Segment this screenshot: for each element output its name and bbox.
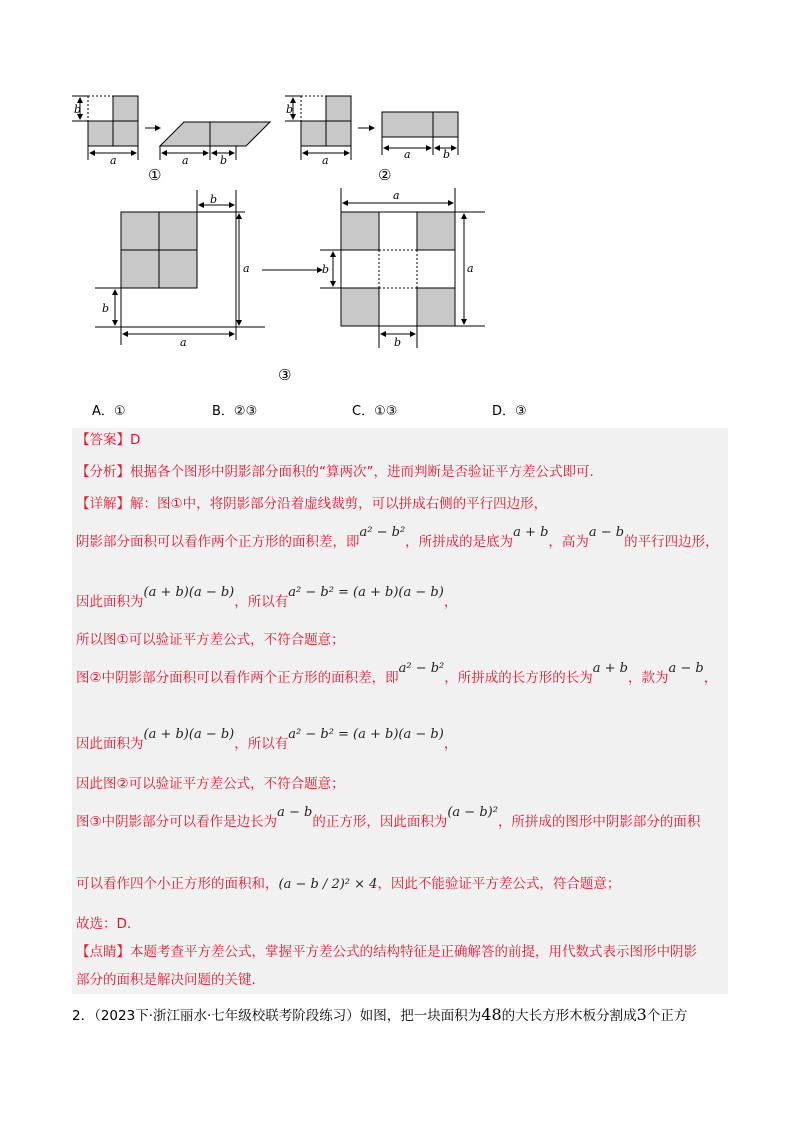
text: 因此面积为	[76, 736, 144, 752]
math-expr: a² − b² = (a + b)(a − b)	[288, 585, 444, 600]
detail-line-1	[76, 494, 547, 514]
option-a[interactable]: A．①	[92, 404, 126, 419]
option-c[interactable]: C．①③	[352, 404, 398, 419]
figure-2-label: ②	[378, 166, 392, 184]
detail-tag: 【详解】	[76, 496, 130, 512]
figure-3-left	[95, 190, 265, 349]
question-text: 的大长方形木板分割成	[501, 1008, 637, 1024]
b-label: b	[443, 148, 451, 161]
math-expr: a − b	[668, 661, 704, 676]
question-2	[72, 1004, 687, 1024]
b-label: b	[286, 103, 294, 116]
comment-line-1	[76, 942, 697, 962]
comment-text: 本题考查平方差公式，掌握平方差公式的结构特征是正确解答的前提，用代数式表示图形中阴影	[130, 944, 697, 960]
text: 可以看作四个小正方形的面积和，	[76, 876, 279, 892]
text: ，因此不能验证平方差公式，符合题意；	[377, 876, 621, 892]
figure-3-label: ③	[278, 366, 292, 384]
analysis-text: 根据各个图形中阴影部分面积的“算两次”，进而判断是否验证平方差公式即可.	[130, 464, 594, 480]
a-label: a	[393, 189, 400, 202]
text: 的正方形，因此面积为	[312, 814, 448, 830]
detail-text-1: 解：图①中，将阴影部分沿着虚线裁剪，可以拼成右侧的平行四边形，	[130, 496, 548, 512]
a-label: a	[243, 262, 250, 275]
math-expr: a² − b²	[398, 661, 445, 676]
text: ，	[703, 670, 718, 686]
a-label: a	[322, 154, 329, 167]
detail-line-7: 因此图②可以验证平方差公式，不符合题意；	[76, 776, 345, 792]
detail-line-8	[76, 805, 701, 833]
detail-line-6	[76, 727, 458, 755]
text: ，所拼成的长方形的长为	[444, 670, 593, 686]
math-expr: (a + b)(a − b)	[143, 585, 235, 600]
analysis-tag: 【分析】	[76, 464, 130, 480]
figure-2-rectangle	[382, 112, 458, 161]
option-b[interactable]: B．②③	[212, 404, 258, 419]
a-label: a	[182, 154, 189, 167]
a-label: a	[180, 336, 187, 349]
b-label: b	[394, 336, 402, 349]
text: 图②中阴影部分面积可以看作两个正方形的面积差，即	[76, 670, 399, 686]
math-expr: a + b	[592, 661, 628, 676]
math-expr: a² − b² = (a + b)(a − b)	[288, 727, 444, 742]
detail-line-3	[76, 585, 458, 613]
text: ，所以有	[234, 736, 289, 752]
number: 48	[481, 1005, 502, 1024]
comment-tag: 【点睛】	[76, 944, 130, 960]
text: ，所拼成的图形中阴影部分的面积	[497, 814, 701, 830]
detail-line-4: 所以图①可以验证平方差公式，不符合题意；	[76, 632, 345, 648]
answer-options	[0, 400, 800, 422]
a-label: a	[467, 262, 474, 275]
question-text: 2．（2023下·浙江丽水·七年级校联考阶段练习）如图，把一块面积为	[72, 1008, 482, 1024]
math-expr: (a − b)²	[447, 805, 498, 820]
text: 因此面积为	[76, 594, 144, 610]
b-label: b	[210, 193, 218, 206]
text: 图③中阴影部分可以看作是边长为	[76, 814, 278, 830]
figure-1-parallelogram	[160, 122, 270, 167]
text: 阴影部分面积可以看作两个正方形的面积差，即	[76, 534, 360, 550]
comment-line-2: 部分的面积是解决问题的关键.	[76, 972, 256, 988]
math-expr: a + b	[513, 525, 549, 540]
text: 的平行四边形，	[624, 534, 719, 550]
text: ，所拼成的是底为	[405, 534, 514, 550]
figure-1-left	[72, 96, 138, 167]
figure-1-label: ①	[148, 166, 162, 184]
detail-line-9	[76, 874, 620, 895]
text: ，款为	[628, 670, 669, 686]
figure-3-right	[320, 188, 485, 349]
question-text: 个正方	[646, 1008, 688, 1024]
text: ，	[443, 594, 458, 610]
math-expr: a − b	[588, 525, 625, 540]
option-d[interactable]: D．③	[492, 404, 527, 419]
text: ，	[443, 736, 458, 752]
answer-line: 【答案】D	[76, 432, 141, 448]
text: ，高为	[548, 534, 589, 550]
b-label: b	[220, 154, 228, 167]
b-label: b	[74, 103, 82, 116]
math-expr: (a + b)(a − b)	[143, 727, 235, 742]
b-label: b	[102, 302, 110, 315]
a-label: a	[110, 154, 117, 167]
a-label: a	[404, 148, 411, 161]
math-expr: a² − b²	[359, 525, 406, 540]
detail-line-2	[76, 525, 719, 553]
number: 3	[636, 1005, 647, 1024]
math-expr: (a − b / 2)² × 4	[278, 877, 378, 892]
analysis-line	[76, 462, 594, 482]
math-expr: a − b	[277, 805, 313, 820]
figures	[0, 0, 800, 390]
detail-line-5	[76, 661, 718, 689]
detail-line-10: 故选：D.	[76, 916, 132, 932]
text: ，所以有	[234, 594, 289, 610]
figure-2-left	[285, 96, 351, 167]
b-label: b	[322, 263, 330, 276]
